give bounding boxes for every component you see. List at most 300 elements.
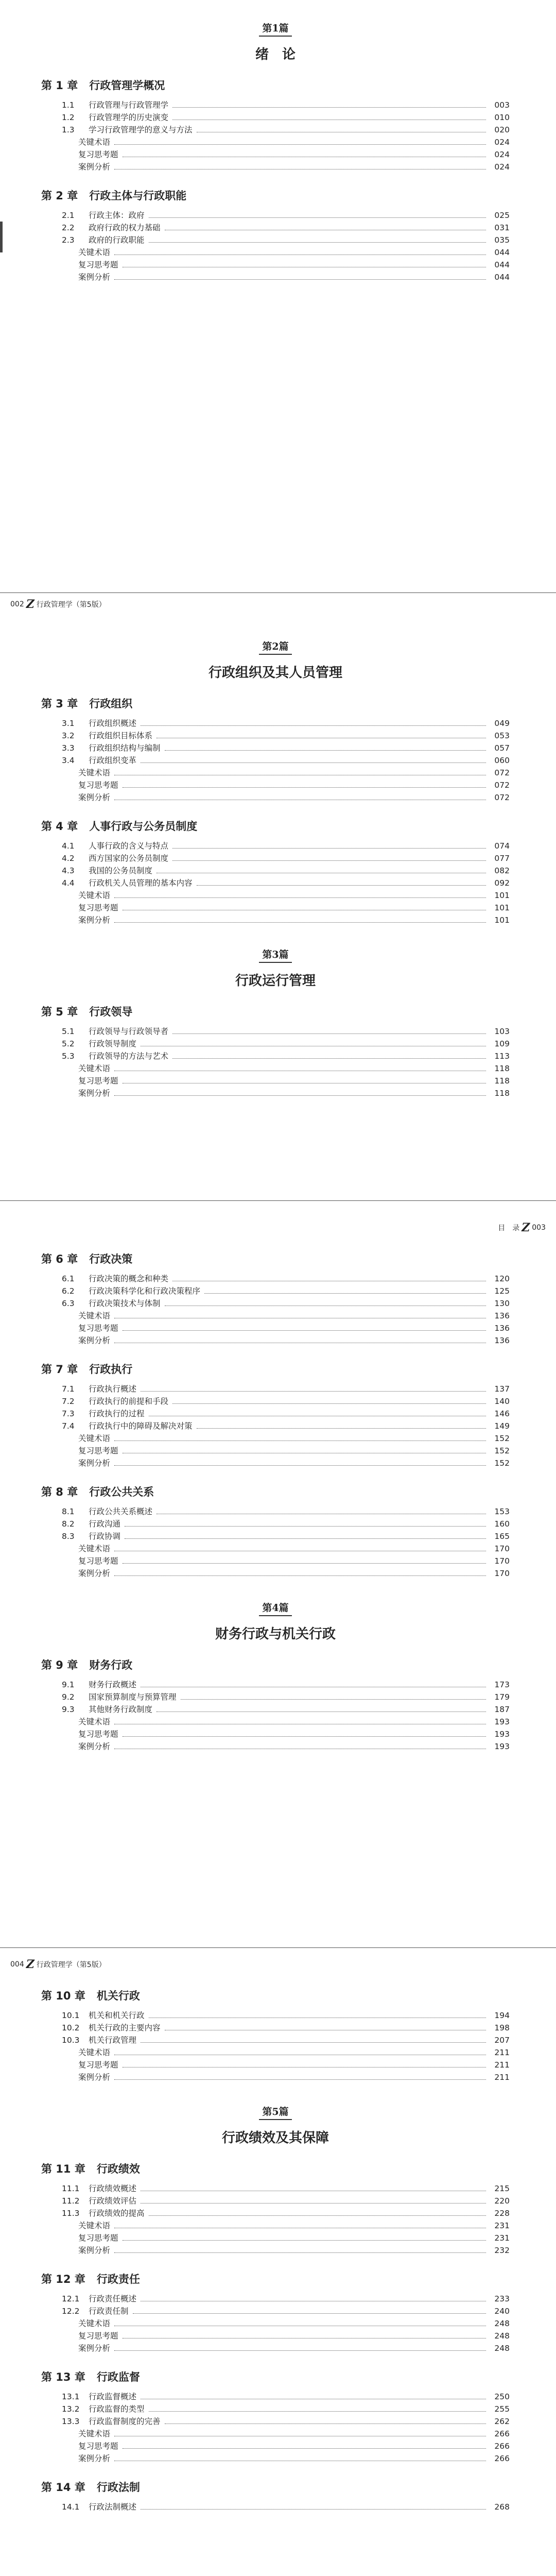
- page-ref: 136: [494, 1311, 510, 1320]
- section-title: 行政法制概述: [89, 2502, 137, 2512]
- section-number: 9.3: [62, 1705, 75, 1714]
- section-title: 其他财务行政制度: [89, 1705, 153, 1714]
- section-title: 复习思考题: [78, 2442, 118, 2451]
- toc-entry[interactable]: [41, 889, 510, 902]
- toc-entry[interactable]: [41, 2059, 510, 2071]
- page-divider: [0, 1947, 556, 1948]
- page-ref: 020: [494, 125, 510, 134]
- page-ref: 140: [494, 1397, 510, 1406]
- page-ref: 044: [494, 273, 510, 282]
- toc-entry[interactable]: [41, 136, 510, 148]
- leader-dots: [141, 2042, 486, 2043]
- toc-entry[interactable]: [41, 1740, 510, 1753]
- part-heading: [41, 947, 510, 989]
- chapter-block: [41, 2271, 510, 2354]
- page-ref: 152: [494, 1434, 510, 1443]
- page-ref: 072: [494, 793, 510, 802]
- page-divider: [0, 1200, 556, 1201]
- leader-dots: [149, 242, 486, 243]
- toc-entry[interactable]: [41, 2182, 510, 2195]
- toc-entry[interactable]: [41, 1505, 510, 1518]
- page-ref: 220: [494, 2196, 510, 2206]
- leader-dots: [172, 1403, 486, 1404]
- toc-entry[interactable]: [41, 2415, 510, 2428]
- page-ref: 160: [494, 1519, 510, 1529]
- chapter-title[interactable]: [41, 1988, 510, 2003]
- chapter-title[interactable]: [41, 1004, 510, 1019]
- toc-entry[interactable]: [41, 1075, 510, 1087]
- page-ref: 049: [494, 719, 510, 728]
- section-title: 关键术语: [78, 1064, 111, 1073]
- page-number: 004: [10, 1960, 24, 1969]
- toc-entry[interactable]: [41, 271, 510, 283]
- section-number: 8.1: [62, 1507, 75, 1516]
- chapter-title[interactable]: [41, 2271, 510, 2286]
- page-ref: 060: [494, 756, 510, 765]
- toc-entry[interactable]: [41, 742, 510, 754]
- section-title: 案例分析: [78, 2246, 111, 2255]
- section-number: 3.1: [62, 719, 75, 728]
- toc-entry[interactable]: [41, 259, 510, 271]
- toc-entry[interactable]: [41, 1432, 510, 1445]
- part-title: 行政组织及其人员管理: [208, 665, 342, 681]
- page-ref: 146: [494, 1409, 510, 1418]
- toc-entry[interactable]: [41, 1297, 510, 1310]
- chapter-title[interactable]: [41, 1251, 510, 1266]
- chapter-title[interactable]: [41, 188, 510, 203]
- section-number: 4.4: [62, 878, 75, 888]
- chapter-title[interactable]: [41, 77, 510, 93]
- leader-dots: [123, 1563, 486, 1564]
- page-ref: 118: [494, 1089, 510, 1098]
- section-number: 10.2: [62, 2023, 80, 2032]
- toc-entry[interactable]: [41, 111, 510, 124]
- toc-entry[interactable]: [41, 1050, 510, 1062]
- toc-entry[interactable]: [41, 914, 510, 926]
- chapter-title[interactable]: [41, 1657, 510, 1672]
- chapter-block: [41, 1988, 510, 2083]
- leader-dots: [114, 2252, 486, 2253]
- page-ref: 240: [494, 2307, 510, 2316]
- toc-entry[interactable]: [41, 1518, 510, 1530]
- toc-page-2: [0, 618, 556, 1099]
- toc-entry[interactable]: [41, 791, 510, 804]
- page-ref: 207: [494, 2036, 510, 2045]
- chapter-block: [41, 2161, 510, 2257]
- leader-dots: [114, 169, 486, 170]
- leader-dots: [204, 1293, 486, 1294]
- toc-entry[interactable]: [41, 1038, 510, 1050]
- page-ref: 103: [494, 1027, 510, 1036]
- section-title: 行政公共关系概述: [89, 1507, 153, 1516]
- page-ref: 266: [494, 2429, 510, 2438]
- section-title: 行政责任概述: [89, 2294, 137, 2303]
- leader-dots: [172, 848, 486, 849]
- toc-entry[interactable]: [41, 865, 510, 877]
- section-title: 政府的行政职能: [89, 235, 145, 245]
- section-title: 案例分析: [78, 2454, 111, 2463]
- page-ref: 113: [494, 1052, 510, 1061]
- section-title: 行政监督概述: [89, 2392, 137, 2401]
- leader-dots: [123, 2448, 486, 2449]
- page-ref: 101: [494, 891, 510, 900]
- section-title: 行政管理学的历史演变: [89, 113, 169, 122]
- toc-entry[interactable]: [41, 2244, 510, 2257]
- chapter-block: [41, 818, 510, 926]
- toc-entry[interactable]: [41, 902, 510, 914]
- publisher-logo-icon: Z: [522, 1221, 530, 1234]
- page-number: 003: [532, 1224, 546, 1232]
- section-number: 3.3: [62, 743, 75, 753]
- chapter-number: 第 13 章: [41, 2371, 85, 2383]
- toc-entry[interactable]: [41, 2452, 510, 2465]
- toc-entry[interactable]: [41, 1530, 510, 1543]
- toc-entry[interactable]: [41, 2501, 510, 2513]
- section-title: 财务行政概述: [89, 1680, 137, 1689]
- section-title: 案例分析: [78, 1089, 111, 1098]
- page-ref: 152: [494, 1459, 510, 1468]
- toc-entry[interactable]: [41, 2219, 510, 2232]
- toc-entry[interactable]: [41, 2403, 510, 2415]
- leader-dots: [149, 2411, 486, 2412]
- page-ref: 024: [494, 150, 510, 159]
- leader-dots: [149, 2215, 486, 2216]
- toc-entry[interactable]: [41, 2009, 510, 2022]
- page-number: 002: [10, 600, 24, 608]
- page-ref: 228: [494, 2209, 510, 2218]
- toc-entry[interactable]: [41, 1555, 510, 1567]
- leader-dots: [125, 1526, 486, 1527]
- chapter-block: [41, 77, 510, 173]
- section-number: 14.1: [62, 2502, 80, 2512]
- chapter-number: 第 10 章: [41, 1990, 85, 2002]
- toc-entry[interactable]: [41, 1728, 510, 1740]
- toc-entry[interactable]: [41, 222, 510, 234]
- page-ref: 137: [494, 1384, 510, 1394]
- section-number: 7.4: [62, 1421, 75, 1431]
- leader-dots: [141, 1391, 486, 1392]
- section-number: 4.2: [62, 854, 75, 863]
- section-title: 行政组织目标体系: [89, 731, 153, 740]
- page-ref: 248: [494, 2331, 510, 2341]
- toc-entry[interactable]: [41, 124, 510, 136]
- section-title: 案例分析: [78, 916, 111, 925]
- leader-dots: [141, 2203, 486, 2204]
- page-ref: 136: [494, 1336, 510, 1345]
- page-ref: 125: [494, 1286, 510, 1296]
- section-title: 行政主体：政府: [89, 211, 145, 220]
- toc-entry[interactable]: [41, 2071, 510, 2083]
- toc-entry[interactable]: [41, 754, 510, 767]
- part-heading: [41, 2104, 510, 2146]
- section-title: 关键术语: [78, 2429, 111, 2438]
- toc-entry[interactable]: [41, 1445, 510, 1457]
- page-ref: 072: [494, 768, 510, 777]
- page-ref: 211: [494, 2060, 510, 2070]
- page-ref: 120: [494, 1274, 510, 1283]
- section-title: 关键术语: [78, 2048, 111, 2057]
- chapter-title[interactable]: [41, 2479, 510, 2495]
- toc-entry[interactable]: [41, 209, 510, 222]
- page-ref: 101: [494, 903, 510, 912]
- chapter-name: 行政监督: [96, 2371, 140, 2383]
- section-number: 10.3: [62, 2036, 80, 2045]
- chapter-name: 行政法制: [96, 2481, 140, 2494]
- toc-entry[interactable]: [41, 2305, 510, 2317]
- section-title: 行政组织变革: [89, 756, 137, 765]
- section-number: 1.3: [62, 125, 75, 134]
- leader-dots: [133, 2313, 486, 2314]
- running-label: 目 录: [498, 1224, 520, 1232]
- toc-entry[interactable]: [41, 148, 510, 161]
- section-title: 行政执行的过程: [89, 1409, 145, 1418]
- page-ref: 044: [494, 248, 510, 257]
- toc-entry[interactable]: [41, 2428, 510, 2440]
- toc-entry[interactable]: [41, 1716, 510, 1728]
- section-number: 3.2: [62, 731, 75, 740]
- toc-entry[interactable]: [41, 1679, 510, 1691]
- leader-dots: [114, 1440, 486, 1441]
- toc-entry[interactable]: [41, 877, 510, 889]
- toc-entry[interactable]: [41, 234, 510, 246]
- chapter-number: 第 5 章: [41, 1006, 78, 1018]
- section-title: 机关行政管理: [89, 2036, 137, 2045]
- chapter-name: 行政管理学概况: [89, 79, 165, 92]
- section-title: 行政执行中的障碍及解决对策: [89, 1421, 193, 1431]
- chapter-title[interactable]: [41, 2161, 510, 2176]
- chapter-title[interactable]: [41, 818, 510, 834]
- section-title: 行政协调: [89, 1532, 121, 1541]
- section-title: 复习思考题: [78, 2233, 118, 2243]
- section-title: 复习思考题: [78, 1446, 118, 1455]
- section-title: 行政执行的前提和手段: [89, 1397, 169, 1406]
- page-ref: 072: [494, 781, 510, 790]
- page-ref: 232: [494, 2246, 510, 2255]
- toc-entry[interactable]: [41, 2440, 510, 2452]
- toc-entry[interactable]: [41, 1383, 510, 1395]
- toc-entry[interactable]: [41, 2293, 510, 2305]
- part-label: 第1篇: [259, 21, 291, 37]
- toc-entry[interactable]: [41, 1457, 510, 1469]
- toc-entry[interactable]: [41, 717, 510, 730]
- section-title: 关键术语: [78, 138, 111, 147]
- section-title: 行政决策技术与体制: [89, 1299, 161, 1308]
- toc-entry[interactable]: [41, 840, 510, 852]
- section-number: 5.3: [62, 1052, 75, 1061]
- section-number: 7.1: [62, 1384, 75, 1394]
- section-number: 10.1: [62, 2011, 80, 2020]
- page-ref: 149: [494, 1421, 510, 1431]
- chapter-block: [41, 188, 510, 283]
- page-ref: 031: [494, 223, 510, 232]
- section-number: 11.1: [62, 2184, 80, 2193]
- section-title: 行政责任制: [89, 2307, 129, 2316]
- page-ref: 082: [494, 866, 510, 875]
- toc-entry[interactable]: [41, 2195, 510, 2207]
- header-right: [498, 1221, 546, 1234]
- leader-dots: [125, 1538, 486, 1539]
- toc-entry[interactable]: [41, 852, 510, 865]
- chapter-number: 第 14 章: [41, 2481, 85, 2494]
- toc-entry[interactable]: [41, 2232, 510, 2244]
- section-title: 案例分析: [78, 2073, 111, 2082]
- section-title: 行政沟通: [89, 1519, 121, 1529]
- section-title: 案例分析: [78, 162, 111, 172]
- toc-entry[interactable]: [41, 1420, 510, 1432]
- running-title: 行政管理学（第5版）: [36, 1961, 106, 1969]
- toc-entry[interactable]: [41, 2046, 510, 2059]
- chapter-name: 行政绩效: [96, 2163, 140, 2175]
- chapter-title[interactable]: [41, 1361, 510, 1377]
- chapter-name: 财务行政: [89, 1659, 133, 1671]
- page-ref: 077: [494, 854, 510, 863]
- toc-entry[interactable]: [41, 2034, 510, 2046]
- section-title: 行政监督的类型: [89, 2404, 145, 2414]
- page-header: [0, 1221, 556, 1239]
- part-label: 第2篇: [259, 639, 291, 655]
- page-ref: 211: [494, 2073, 510, 2082]
- toc-entry[interactable]: [41, 99, 510, 111]
- toc-entry[interactable]: [41, 2391, 510, 2403]
- page-ref: 053: [494, 731, 510, 740]
- toc-entry[interactable]: [41, 1087, 510, 1099]
- section-title: 案例分析: [78, 273, 111, 282]
- toc-entry[interactable]: [41, 1062, 510, 1075]
- page-ref: 024: [494, 162, 510, 172]
- section-title: 行政绩效概述: [89, 2184, 137, 2193]
- toc-entry[interactable]: [41, 1334, 510, 1347]
- page-ref: 198: [494, 2023, 510, 2032]
- chapter-title[interactable]: [41, 1484, 510, 1499]
- running-title: 行政管理学（第5版）: [36, 601, 106, 609]
- section-title: 行政机关人员管理的基本内容: [89, 878, 193, 888]
- chapter-title[interactable]: [41, 2369, 510, 2384]
- page-ref: 024: [494, 138, 510, 147]
- part-label: 第3篇: [259, 947, 291, 963]
- section-title: 复习思考题: [78, 1324, 118, 1333]
- part-heading: [41, 1600, 510, 1642]
- page-ref: 130: [494, 1299, 510, 1308]
- toc-entry[interactable]: [41, 1310, 510, 1322]
- chapter-block: [41, 2369, 510, 2465]
- chapter-name: 人事行政与公务员制度: [89, 820, 198, 833]
- header-left: [10, 1958, 106, 1971]
- toc-entry[interactable]: [41, 2330, 510, 2342]
- toc-entry[interactable]: [41, 1567, 510, 1580]
- page-ref: 025: [494, 211, 510, 220]
- page-ref: 194: [494, 2011, 510, 2020]
- chapter-name: 行政领导: [89, 1006, 133, 1018]
- toc-entry[interactable]: [41, 779, 510, 791]
- section-title: 关键术语: [78, 2319, 111, 2328]
- section-title: 案例分析: [78, 2344, 111, 2353]
- toc-entry[interactable]: [41, 1408, 510, 1420]
- section-title: 机关行政的主要内容: [89, 2023, 161, 2032]
- toc-entry[interactable]: [41, 2317, 510, 2330]
- leader-dots: [172, 107, 486, 108]
- toc-entry[interactable]: [41, 1322, 510, 1334]
- section-title: 行政领导的方法与艺术: [89, 1052, 169, 1061]
- section-title: 行政执行概述: [89, 1384, 137, 1394]
- chapter-name: 行政公共关系: [89, 1486, 154, 1498]
- toc-entry[interactable]: [41, 1543, 510, 1555]
- toc-entry[interactable]: [41, 1703, 510, 1716]
- part-title: 行政绩效及其保障: [221, 2130, 329, 2146]
- chapter-title[interactable]: [41, 696, 510, 711]
- toc-entry[interactable]: [41, 730, 510, 742]
- section-number: 13.2: [62, 2404, 80, 2414]
- chapter-number: 第 7 章: [41, 1363, 78, 1376]
- page-ref: 153: [494, 1507, 510, 1516]
- toc-entry[interactable]: [41, 1273, 510, 1285]
- leader-dots: [149, 217, 486, 218]
- page-ref: 170: [494, 1569, 510, 1578]
- section-title: 关键术语: [78, 768, 111, 777]
- page-ref: 118: [494, 1076, 510, 1086]
- leader-dots: [141, 2509, 486, 2510]
- part-heading: [41, 21, 510, 63]
- section-number: 8.3: [62, 1532, 75, 1541]
- page-header: [0, 1958, 556, 1975]
- page-ref: 231: [494, 2221, 510, 2230]
- toc-entry[interactable]: [41, 2342, 510, 2354]
- part-label: 第5篇: [259, 2104, 291, 2120]
- toc-entry[interactable]: [41, 1691, 510, 1703]
- section-number: 6.2: [62, 1286, 75, 1296]
- toc-entry[interactable]: [41, 1285, 510, 1297]
- leader-dots: [181, 1699, 486, 1700]
- chapter-name: 行政决策: [89, 1253, 133, 1265]
- section-number: 5.1: [62, 1027, 75, 1036]
- toc-entry[interactable]: [41, 767, 510, 779]
- chapter-number: 第 3 章: [41, 698, 78, 710]
- section-title: 行政绩效的提高: [89, 2209, 145, 2218]
- section-number: 9.2: [62, 1692, 75, 1702]
- toc-entry[interactable]: [41, 1395, 510, 1408]
- page-ref: 152: [494, 1446, 510, 1455]
- page-ref: 231: [494, 2233, 510, 2243]
- page-ref: 266: [494, 2442, 510, 2451]
- toc-entry[interactable]: [41, 161, 510, 173]
- page-ref: 170: [494, 1544, 510, 1553]
- section-number: 7.3: [62, 1409, 75, 1418]
- section-number: 12.1: [62, 2294, 80, 2303]
- page-ref: 262: [494, 2417, 510, 2426]
- section-title: 关键术语: [78, 1434, 111, 1443]
- toc-page-3: [0, 1236, 556, 1753]
- section-title: 行政绩效评估: [89, 2196, 137, 2206]
- section-title: 行政组织结构与编制: [89, 743, 161, 753]
- page-ref: 035: [494, 235, 510, 245]
- section-number: 2.2: [62, 223, 75, 232]
- toc-entry[interactable]: [41, 2207, 510, 2219]
- chapter-number: 第 9 章: [41, 1659, 78, 1671]
- page-ref: 057: [494, 743, 510, 753]
- section-number: 13.3: [62, 2417, 80, 2426]
- toc-entry[interactable]: [41, 1025, 510, 1038]
- section-title: 西方国家的公务员制度: [89, 854, 169, 863]
- chapter-name: 行政执行: [89, 1363, 133, 1376]
- toc-entry[interactable]: [41, 246, 510, 259]
- section-title: 关键术语: [78, 1717, 111, 1726]
- leader-dots: [114, 1575, 486, 1576]
- toc-entry[interactable]: [41, 2022, 510, 2034]
- section-number: 1.1: [62, 100, 75, 110]
- chapter-name: 行政责任: [96, 2273, 140, 2285]
- leader-dots: [114, 1095, 486, 1096]
- section-title: 行政领导与行政领导者: [89, 1027, 169, 1036]
- section-title: 复习思考题: [78, 781, 118, 790]
